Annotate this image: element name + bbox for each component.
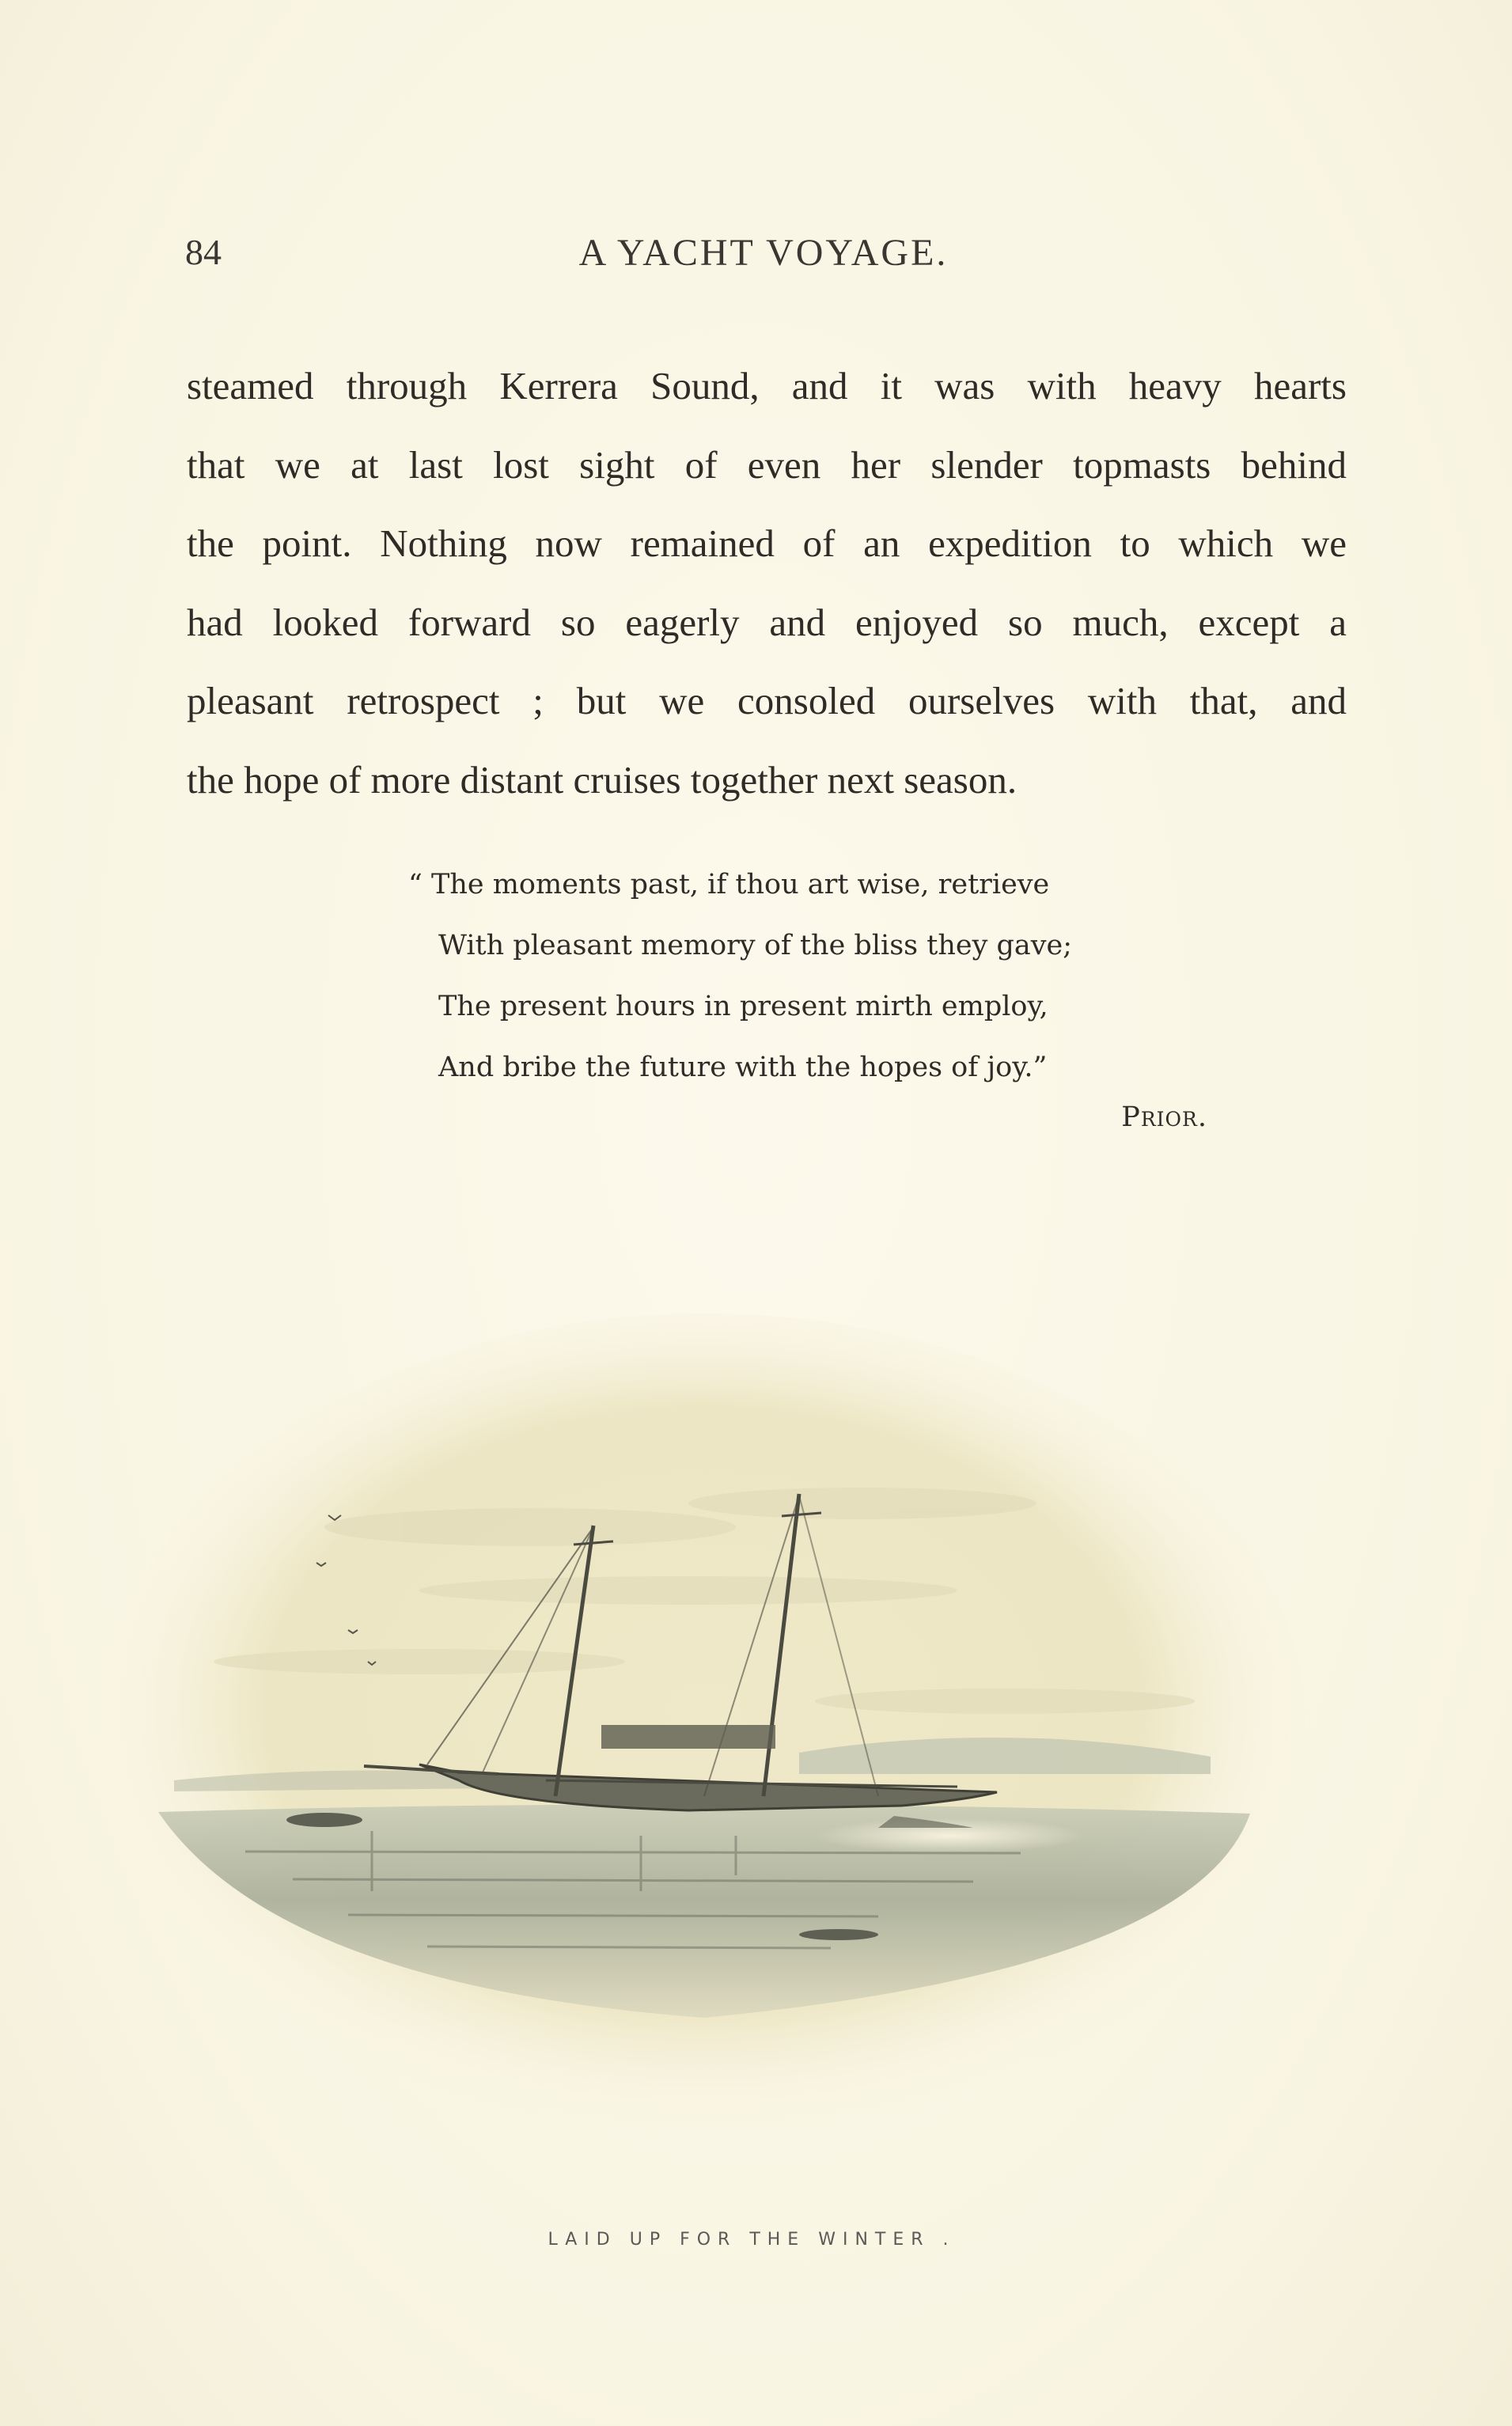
body-line: had looked forward so eagerly and enjoyed so much, except a <box>187 600 1347 644</box>
body-line: steamed through Kerrera Sound, and it was with heavy hearts <box>187 364 1347 407</box>
body-line: the point. Nothing now remained of an expedition to which we <box>187 521 1347 565</box>
body-paragraph <box>187 347 1347 819</box>
verse-line: With pleasant memory of the bliss they gave; <box>438 930 1073 961</box>
verse-line: And bribe the future with the hopes of joy.” <box>438 1052 1048 1083</box>
verse-line: “ The moments past, if thou art wise, retrieve <box>408 869 1050 900</box>
body-line: the hope of more distant cruises together next season. <box>187 757 1017 802</box>
verse-attribution: Prior. <box>1121 1101 1207 1133</box>
running-title: A YACHT VOYAGE. <box>578 232 949 274</box>
yacht-illustration <box>87 1290 1321 2160</box>
illustration-caption: LAID UP FOR THE WINTER . <box>548 2230 956 2250</box>
verse-line: The present hours in present mirth employ, <box>438 991 1048 1022</box>
verse-quotation <box>408 855 1215 1098</box>
body-line: that we at last lost sight of even her slender topmasts behind <box>187 442 1347 487</box>
body-line: pleasant retrospect ; but we consoled ourselves with that, and <box>187 679 1347 722</box>
page-number: 84 <box>185 232 222 272</box>
